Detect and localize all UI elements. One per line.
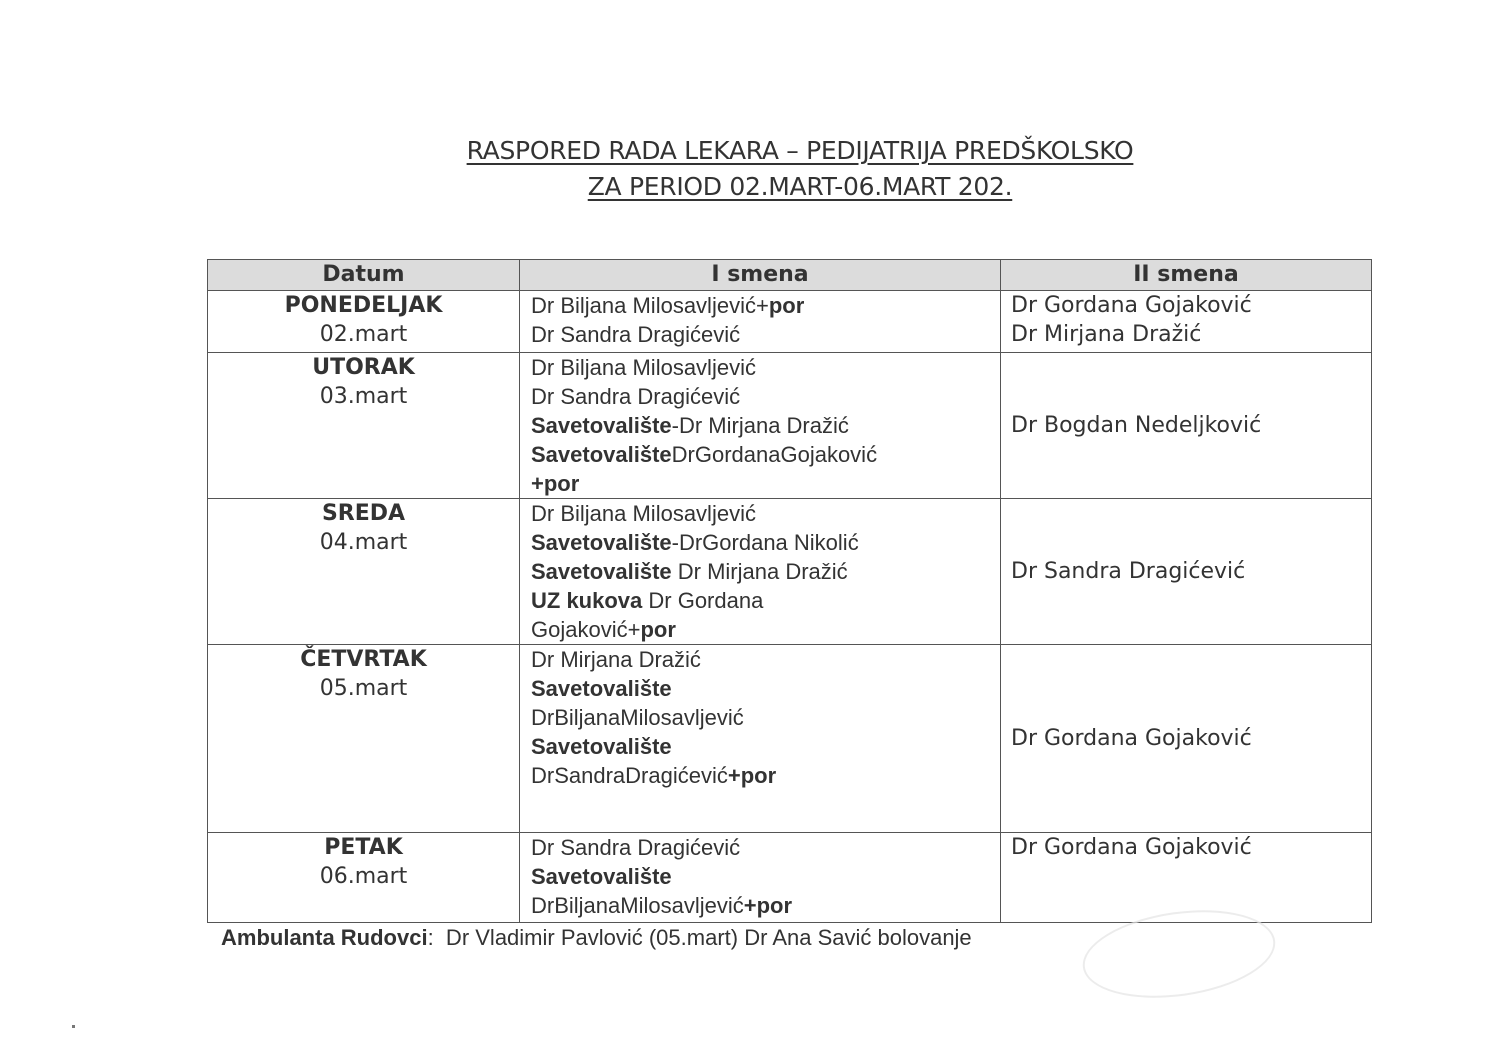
shift-1-line — [531, 645, 990, 674]
day-date: 02.mart — [319, 322, 408, 347]
shift-1-text: Gojaković+ — [531, 617, 641, 642]
footer-colon: : — [427, 925, 434, 950]
shift-1-text: DrGordanaGojaković — [671, 442, 878, 467]
shift-1-text: -DrGordana Nikolić — [671, 530, 859, 555]
shift-2-doctor: Dr Gordana Gojaković — [1011, 835, 1252, 860]
date-cell — [208, 353, 520, 499]
document-title: RASPORED RADA LEKARA – PEDIJATRIJA PREDŠKOLSKO — [466, 136, 1134, 165]
shift-2-cell — [1001, 291, 1372, 353]
day-name: UTORAK — [312, 355, 415, 380]
date-cell — [208, 499, 520, 645]
shift-1-line — [531, 761, 990, 790]
shift-1-line — [531, 891, 990, 920]
shift-2-cell — [1001, 833, 1372, 923]
header-shift-1: I smena — [520, 260, 1001, 291]
shift-2-cell — [1001, 353, 1372, 499]
shift-1-line — [531, 732, 990, 761]
shift-1-line — [531, 499, 990, 528]
shift-1-text: Dr Biljana Milosavljević — [531, 355, 756, 380]
shift-2-doctor: Dr Gordana Gojaković — [1011, 293, 1252, 318]
shift-1-line — [531, 862, 990, 891]
shift-1-bold-text: +por — [531, 471, 580, 496]
shift-1-bold-text: Savetovalište — [531, 530, 672, 555]
shift-1-text: DrBiljanaMilosavljević — [531, 705, 744, 730]
shift-1-line — [531, 528, 990, 557]
shift-1-bold-text: UZ kukova — [531, 588, 643, 613]
day-name: PONEDELJAK — [284, 293, 443, 318]
shift-1-text: Dr Mirjana Dražić — [531, 647, 701, 672]
shift-1-bold-text: Savetovalište — [531, 734, 672, 759]
shift-1-bold-text: Savetovalište — [531, 864, 672, 889]
shift-1-bold-text: +por — [743, 893, 793, 918]
date-cell — [208, 645, 520, 833]
shift-2-cell — [1001, 645, 1372, 833]
table-row — [208, 645, 1372, 833]
schedule-table — [207, 259, 1372, 923]
shift-1-bold-text: +por — [727, 763, 777, 788]
shift-1-line — [531, 615, 990, 644]
shift-1-text: Dr Biljana Milosavljević — [531, 501, 756, 526]
footer-note — [221, 925, 972, 951]
day-date: 05.mart — [319, 676, 408, 701]
table-row — [208, 353, 1372, 499]
shift-2-doctor: Dr Gordana Gojaković — [1011, 726, 1252, 751]
shift-1-bold-text: Savetovalište — [531, 559, 672, 584]
header-date: Datum — [208, 260, 520, 291]
table-header-row — [208, 260, 1372, 291]
day-name: SREDA — [321, 501, 406, 526]
shift-1-line — [531, 320, 990, 349]
shift-1-line — [531, 291, 990, 320]
shift-1-bold-text: por — [768, 293, 805, 318]
shift-1-cell — [520, 645, 1001, 833]
shift-1-bold-text: Savetovalište — [531, 442, 672, 467]
shift-1-bold-text: por — [640, 617, 676, 642]
table-row — [208, 291, 1372, 353]
footer-text: Dr Vladimir Pavlović (05.mart) Dr Ana Savić bolovanje — [433, 925, 972, 950]
shift-1-line — [531, 557, 990, 586]
day-date: 06.mart — [319, 864, 408, 889]
shift-1-line — [531, 833, 990, 862]
shift-1-line — [531, 674, 990, 703]
shift-1-text: DrBiljanaMilosavljević — [531, 893, 744, 918]
day-date: 03.mart — [319, 384, 408, 409]
table-row — [208, 499, 1372, 645]
shift-1-line — [531, 586, 990, 615]
shift-1-text: Dr Sandra Dragićević — [531, 322, 741, 347]
shift-2-cell — [1001, 499, 1372, 645]
shift-1-text: Dr Mirjana Dražić — [671, 559, 848, 584]
day-name: PETAK — [324, 835, 403, 860]
shift-1-text: Dr Biljana Milosavljević+ — [531, 293, 769, 318]
shift-1-text: -Dr Mirjana Dražić — [671, 413, 849, 438]
shift-1-bold-text: Savetovalište — [531, 676, 672, 701]
footer-label: Ambulanta Rudovci — [221, 925, 428, 950]
shift-1-bold-text: Savetovalište — [531, 413, 672, 438]
table-row — [208, 833, 1372, 923]
document-period: ZA PERIOD 02.MART-06.MART 202. — [587, 172, 1013, 201]
shift-1-text: Dr Sandra Dragićević — [531, 384, 741, 409]
shift-1-line — [531, 440, 990, 469]
scan-dot — [72, 1025, 75, 1028]
day-date: 04.mart — [319, 530, 408, 555]
shift-1-text: DrSandraDragićević — [531, 763, 728, 788]
shift-1-cell — [520, 499, 1001, 645]
shift-2-doctor: Dr Bogdan Nedeljković — [1011, 413, 1262, 438]
shift-1-cell — [520, 291, 1001, 353]
shift-1-line — [531, 703, 990, 732]
date-cell — [208, 291, 520, 353]
shift-1-line — [531, 382, 990, 411]
day-name: ČETVRTAK — [300, 647, 427, 672]
shift-1-text: Dr Gordana — [642, 588, 764, 613]
shift-1-line — [531, 353, 990, 382]
shift-2-doctor: Dr Sandra Dragićević — [1011, 559, 1246, 584]
shift-1-cell — [520, 353, 1001, 499]
shift-1-line — [531, 469, 990, 498]
shift-2-doctor: Dr Mirjana Dražić — [1011, 322, 1202, 347]
shift-1-text: Dr Sandra Dragićević — [531, 835, 741, 860]
shift-1-cell — [520, 833, 1001, 923]
date-cell — [208, 833, 520, 923]
shift-1-line — [531, 411, 990, 440]
header-shift-2: II smena — [1001, 260, 1372, 291]
